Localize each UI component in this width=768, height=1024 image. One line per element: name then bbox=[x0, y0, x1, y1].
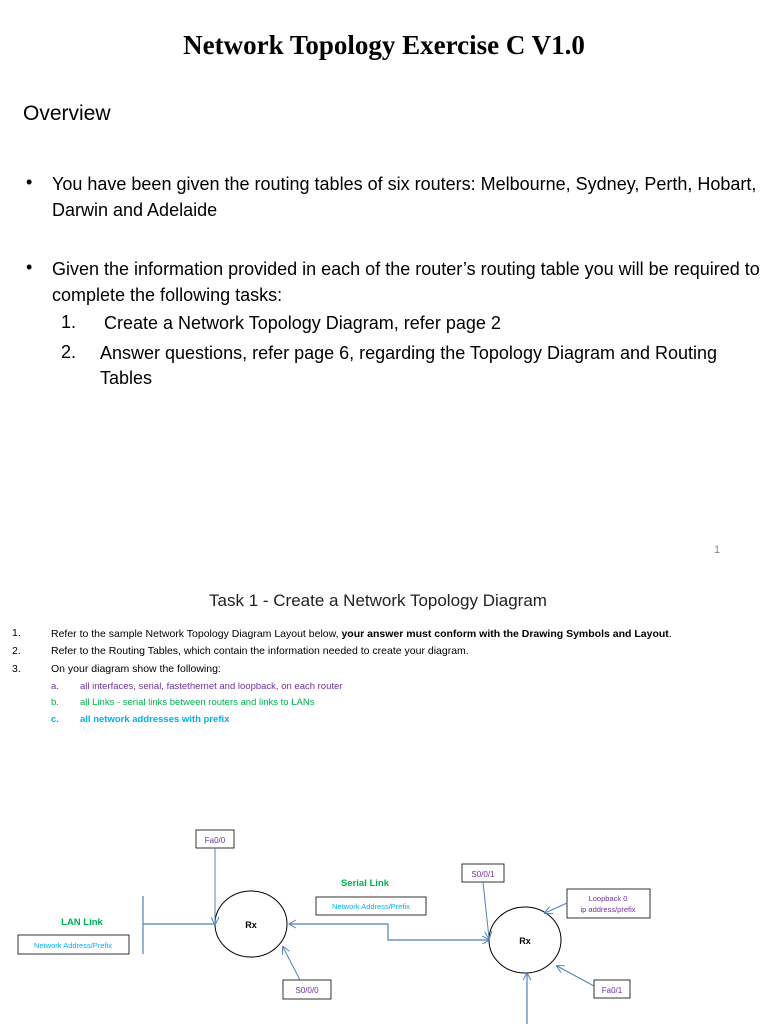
slide-2 bbox=[0, 568, 768, 1024]
fa01-label: Fa0/1 bbox=[601, 986, 623, 995]
sub-item-b-text: all Links - serial links between routers and links to LANs bbox=[80, 697, 315, 708]
bullet-2-text: Given the information provided in each of the router’s routing table you will be required to complete the following tasks: bbox=[52, 259, 760, 305]
overview-heading: Overview bbox=[23, 102, 111, 125]
sub-item-b-letter: b. bbox=[51, 697, 59, 708]
loopback-arrow bbox=[545, 903, 567, 913]
sub-item-a-text: all interfaces, serial, fastethernet and loopback, on each router bbox=[80, 681, 343, 692]
page-number: 1 bbox=[714, 544, 721, 556]
instruction-1-text: Refer to the sample Network Topology Diagram Layout below, bbox=[51, 628, 342, 640]
loopback-label-1: Loopback 0 bbox=[588, 894, 628, 903]
instruction-1-bold: your answer must conform with the Drawing Symbols and Layout bbox=[341, 628, 669, 640]
instruction-1-end: . bbox=[668, 628, 672, 640]
lan-network-label: Network Address/Prefix bbox=[34, 941, 112, 950]
s001-label: S0/0/1 bbox=[471, 870, 495, 879]
task-2-text: Answer questions, refer page 6, regarding the Topology Diagram and Routing Tables bbox=[100, 343, 718, 388]
serial-network-label: Network Address/Prefix bbox=[332, 902, 410, 911]
fa00-label: Fa0/0 bbox=[204, 836, 226, 845]
s000-label: S0/0/0 bbox=[295, 986, 319, 995]
instruction-2-text: Refer to the Routing Tables, which contain the information needed to create your diagram. bbox=[51, 645, 469, 657]
task-2-number: 2. bbox=[61, 342, 77, 362]
router-1-label: Rx bbox=[245, 920, 257, 930]
serial-link-line bbox=[289, 924, 489, 940]
router-2-label: Rx bbox=[519, 936, 531, 946]
bullet-2-marker: • bbox=[26, 257, 33, 277]
s001-arrow bbox=[483, 882, 489, 938]
task-1-text: Create a Network Topology Diagram, refer page 2 bbox=[104, 313, 501, 333]
instruction-2-number: 2. bbox=[12, 645, 21, 657]
fa01-arrow bbox=[557, 966, 594, 986]
sub-item-c-text: all network addresses with prefix bbox=[80, 714, 230, 725]
bullet-1-marker: • bbox=[26, 172, 33, 192]
topology-diagram bbox=[0, 568, 768, 1024]
task-1-number: 1. bbox=[61, 312, 77, 332]
instruction-1-number: 1. bbox=[12, 627, 21, 639]
loopback-label-2: ip address/prefix bbox=[580, 905, 636, 914]
s000-arrow bbox=[283, 947, 300, 980]
instruction-3-number: 3. bbox=[12, 663, 21, 675]
task-title: Task 1 - Create a Network Topology Diagram bbox=[209, 591, 547, 610]
instruction-3-text: On your diagram show the following: bbox=[51, 663, 221, 675]
bullet-1-text: You have been given the routing tables of six routers: Melbourne, Sydney, Perth, Hobart, Darwin and Adelaide bbox=[52, 174, 757, 220]
lan-link-label: LAN Link bbox=[61, 917, 103, 928]
sub-item-a-letter: a. bbox=[51, 681, 59, 692]
serial-link-label: Serial Link bbox=[340, 878, 390, 889]
page-title: Network Topology Exercise C V1.0 bbox=[183, 30, 585, 60]
sub-item-c-letter: c. bbox=[51, 714, 59, 725]
